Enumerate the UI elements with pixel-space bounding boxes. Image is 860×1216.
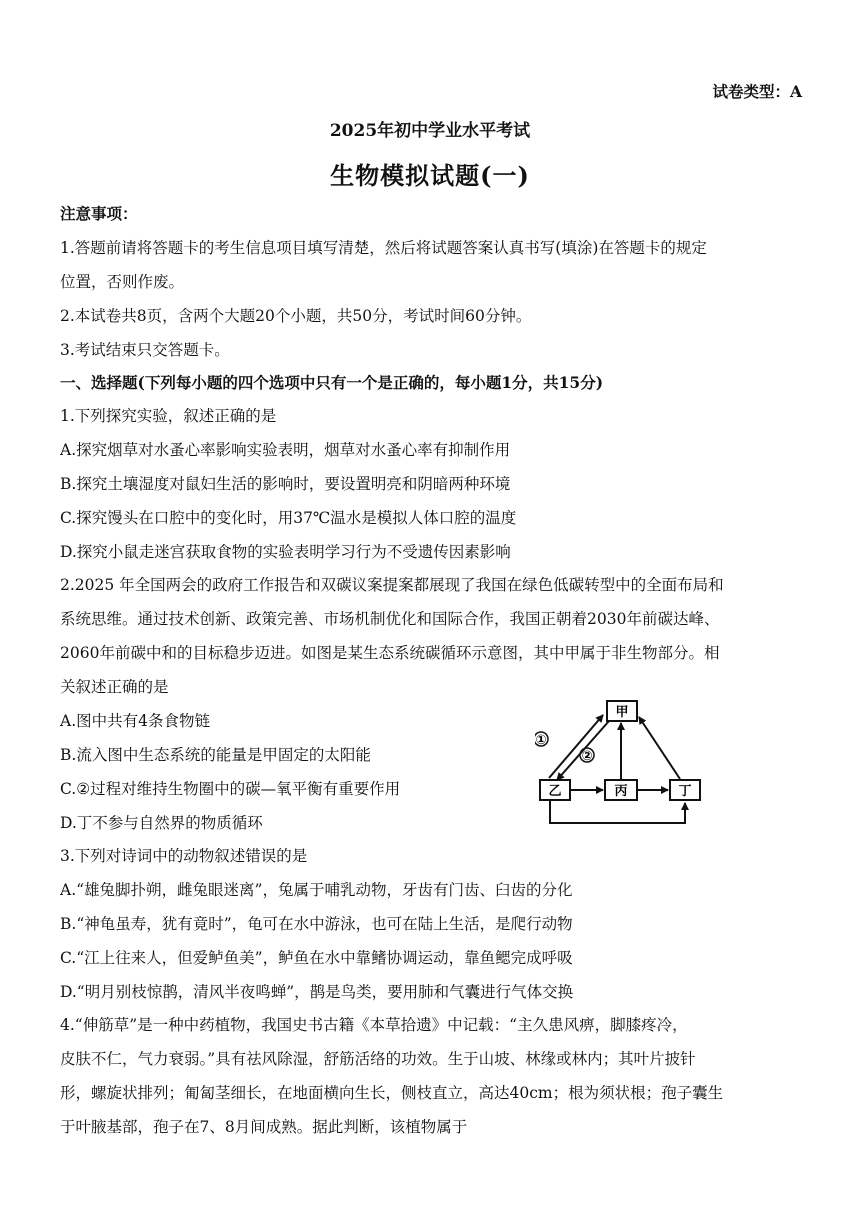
- paper-type: 试卷类型：A: [712, 82, 802, 101]
- q1-stem: 1.下列探究实验，叙述正确的是: [60, 407, 277, 425]
- carbon-cycle-diagram: [535, 695, 715, 830]
- arrow-yi-to-ding: [550, 801, 685, 823]
- q3-option-c: C.“江上往来人，但爱鲈鱼美”，鲈鱼在水中靠鳍协调运动，靠鱼鳃完成呼吸: [60, 949, 573, 967]
- q3-option-a: A.“雄兔脚扑朔，雌兔眼迷离”，兔属于哺乳动物，牙齿有门齿、臼齿的分化: [60, 881, 573, 899]
- q4-line-4: 于叶腋基部，孢子在7、8月间成熟。据此判断，该植物属于: [60, 1118, 468, 1136]
- notice-heading: 注意事项：: [60, 204, 138, 223]
- subject-title: 生物模拟试题(一): [330, 161, 530, 190]
- q2-option-c: C.②过程对维持生物圈中的碳—氧平衡有重要作用: [60, 780, 401, 798]
- notice-item-2: 2.本试卷共8页，含两个大题20个小题，共50分，考试时间60分钟。: [60, 307, 532, 325]
- notice-item-1-line-1: 1.答题前请将答题卡的考生信息项目填写清楚，然后将试题答案认真书写(填涂)在答题卡的规定: [60, 239, 707, 257]
- node-bing-label: 丙: [614, 784, 628, 799]
- section-heading: 一、选择题(下列每小题的四个选项中只有一个是正确的，每小题1分，共15分): [60, 373, 604, 392]
- q2-option-b: B.流入图中生态系统的能量是甲固定的太阳能: [60, 746, 371, 764]
- q3-option-d: D.“明月别枝惊鹊，清风半夜鸣蝉”，鹊是鸟类，要用肺和气囊进行气体交换: [60, 983, 574, 1001]
- label-2: ②: [581, 749, 593, 764]
- q2-stem-line-3: 2060年前碳中和的目标稳步迈进。如图是某生态系统碳循环示意图，其中甲属于非生物部分。相: [60, 644, 720, 662]
- label-1: ①: [535, 733, 547, 748]
- exam-title: 2025年初中学业水平考试: [329, 121, 531, 141]
- notice-item-1-line-2: 位置，否则作废。: [60, 273, 185, 291]
- q3-stem: 3.下列对诗词中的动物叙述错误的是: [60, 847, 308, 865]
- node-ding-label: 丁: [678, 784, 692, 799]
- q4-line-2: 皮肤不仁，气力衰弱。”具有祛风除湿，舒筋活络的功效。生于山坡、林缘或林内；其叶片披针: [60, 1050, 696, 1068]
- q2-stem-line-4: 关叙述正确的是: [60, 678, 169, 696]
- q1-option-a: A.探究烟草对水蚤心率影响实验表明，烟草对水蚤心率有抑制作用: [60, 441, 511, 459]
- q1-option-c: C.探究馒头在口腔中的变化时，用37℃温水是模拟人体口腔的温度: [60, 509, 517, 527]
- q2-stem-line-1: 2.2025 年全国两会的政府工作报告和双碳议案提案都展现了我国在绿色低碳转型中的全面布局和: [60, 576, 724, 594]
- arrow-1-yi-to-jia: [549, 715, 603, 778]
- q1-option-b: B.探究土壤湿度对鼠妇生活的影响时，要设置明亮和阴暗两种环境: [60, 475, 511, 493]
- q3-option-b: B.“神龟虽寿，犹有竟时”，龟可在水中游泳，也可在陆上生活，是爬行动物: [60, 915, 573, 933]
- q1-option-d: D.探究小鼠走迷宫获取食物的实验表明学习行为不受遗传因素影响: [60, 543, 511, 561]
- q4-line-1: 4.“伸筋草”是一种中药植物，我国史书古籍《本草拾遗》中记载：“主久患风痹，脚膝疼冷，: [60, 1016, 688, 1034]
- notice-item-3: 3.考试结束只交答题卡。: [60, 341, 230, 359]
- q2-option-a: A.图中共有4条食物链: [60, 712, 210, 730]
- q2-option-d: D.丁不参与自然界的物质循环: [60, 814, 263, 832]
- arrow-ding-to-jia: [639, 717, 680, 779]
- node-jia-label: 甲: [615, 705, 629, 720]
- node-yi-label: 乙: [548, 784, 562, 799]
- q4-line-3: 形，螺旋状排列；匍匐茎细长，在地面横向生长，侧枝直立，高达40cm；根为须状根；孢子囊生: [60, 1084, 724, 1102]
- q2-stem-line-2: 系统思维。通过技术创新、政策完善、市场机制优化和国际合作，我国正朝着2030年前碳达峰、: [60, 610, 720, 628]
